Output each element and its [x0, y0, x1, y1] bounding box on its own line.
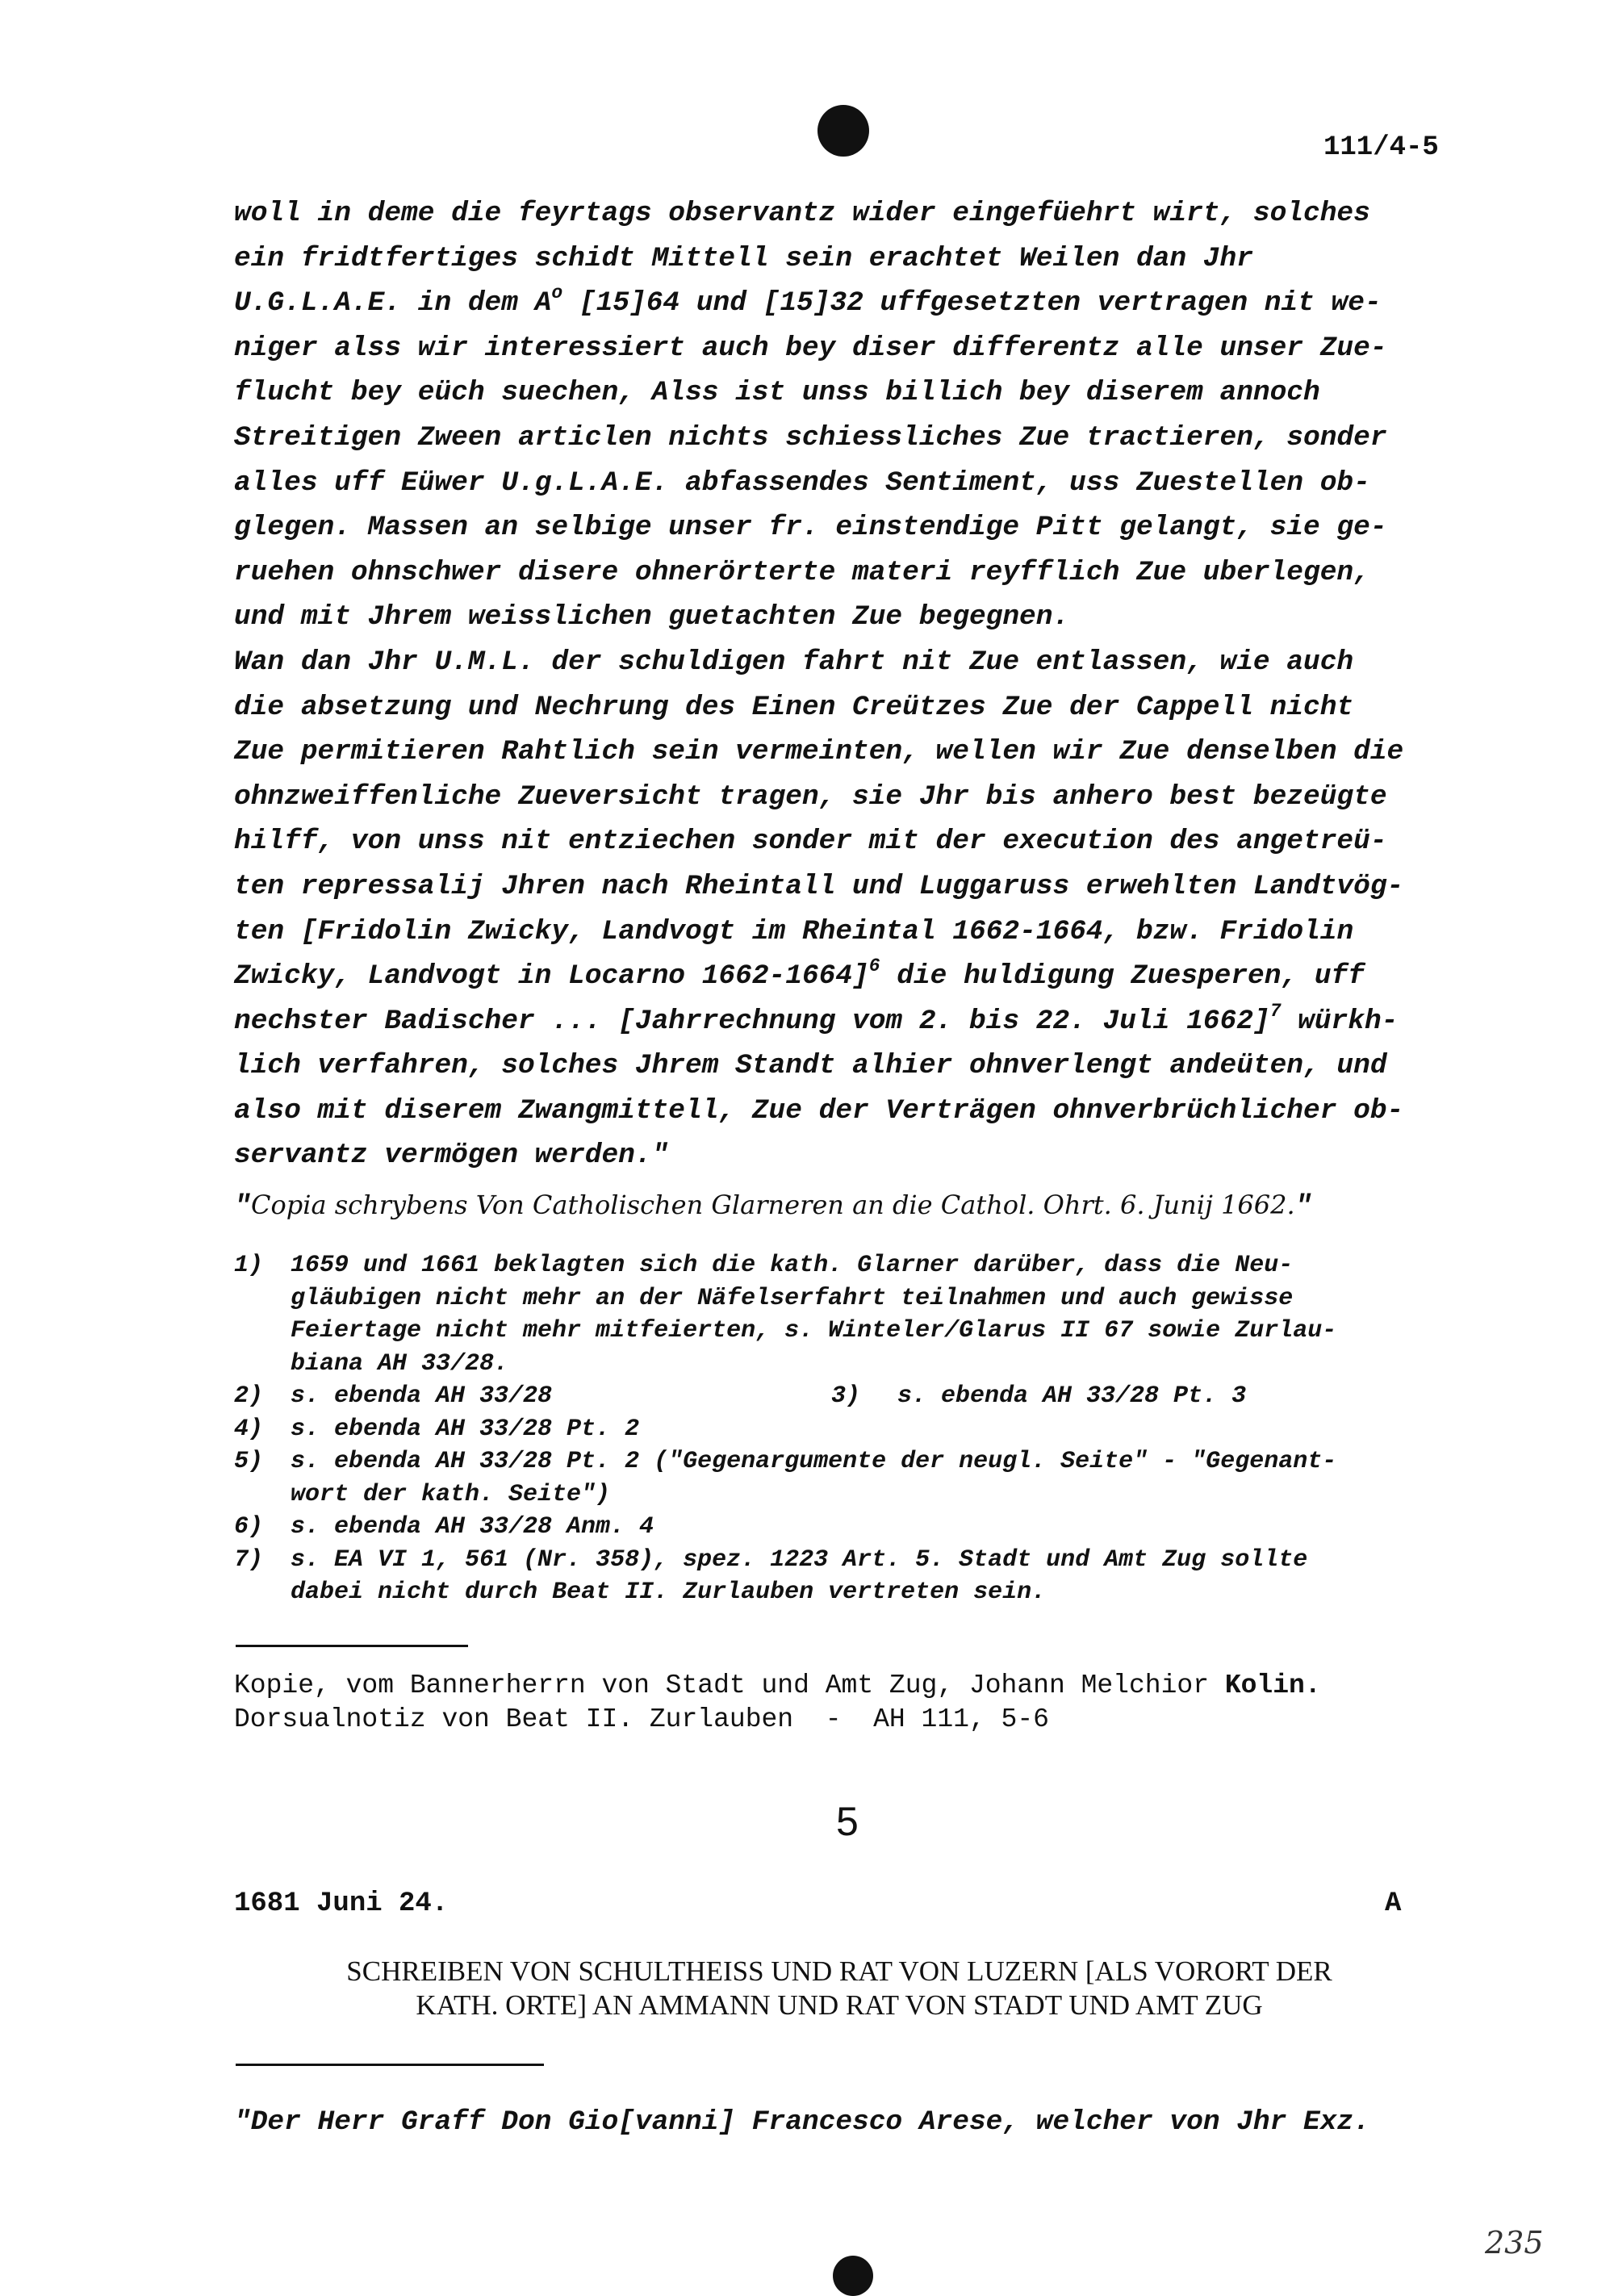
name-zwicky: Zwicky	[234, 960, 335, 993]
body-line: , Landvogt in Locarno 1662-1664]	[334, 960, 869, 993]
body-line: also mit diserem Zwangmittell, Zue der Verträgen ohnverbrüchlicher ob-	[234, 1094, 1404, 1127]
footnote-text: s. EA VI 1, 561 (Nr. 358), spez. 1223 Art. 5. Stadt und Amt Zug sollte dabei nicht durch Beat II. Zurlauben vertreten sein.	[291, 1545, 1308, 1606]
footnote-number: 7)	[234, 1545, 264, 1574]
body-line: die huldigung Zuesperen, uff	[880, 960, 1365, 993]
footnote-number: 4)	[234, 1415, 264, 1443]
body-line: woll in deme die feyrtags observantz wider eingefüehrt wirt, solches	[234, 198, 1370, 229]
quote-close: "	[1294, 1190, 1312, 1223]
footnote-text: s. ebenda AH 33/28 Pt. 3	[897, 1382, 1247, 1410]
footnote-ref-6: 6	[868, 956, 880, 977]
footnote-text: s. ebenda AH 33/28 Pt. 2 ("Gegenargumente der neugl. Seite" - "Gegenant- wort der kath. Seite")	[291, 1448, 1337, 1508]
document-title	[234, 1955, 1445, 2022]
source-note	[234, 1669, 1321, 1737]
footnote-number: 6)	[234, 1513, 264, 1541]
body-line: Streitigen Zween articlen nichts schiessliches Zue tractieren, sonder	[234, 421, 1387, 454]
copia-line	[234, 1185, 1477, 1227]
body-line: lich verfahren, solches Jhrem Standt alhier ohnverlengt andeüten, und	[234, 1050, 1387, 1082]
footnote-text: s. ebenda AH 33/28 Anm. 4	[291, 1513, 654, 1541]
document-date: 1681 Juni 24.	[234, 1888, 449, 1919]
copia-handwritten-text: Copia schrybens Von Catholischen Glarneren an die Cathol. Ohrt. 6. Junij 1662.	[251, 1190, 1295, 1220]
source-line-1: Kopie, vom Bannerherrn von Stadt und Amt Zug, Johann Melchior	[234, 1671, 1225, 1700]
body-line: alles uff Eüwer U.g.L.A.E. abfassendes Sentiment, uss Zuestellen ob-	[234, 466, 1370, 499]
source-line-2: Dorsualnotiz von Beat II. Zurlauben - AH 111, 5-6	[234, 1704, 1049, 1734]
page-reference: 111/4-5	[1323, 132, 1439, 163]
footnote-number: 2)	[234, 1382, 264, 1410]
body-line: ohnzweiffenliche Zueversicht tragen, sie Jhr bis anhero best bezeügte	[234, 780, 1387, 813]
title-line-1: SCHREIBEN VON SCHULTHEISS UND RAT VON LUZERN [ALS VORORT DER	[346, 1955, 1332, 1987]
footnotes	[234, 1249, 1493, 1609]
footnote-7	[234, 1544, 1493, 1609]
footnote-1	[234, 1249, 1493, 1380]
footnote-5	[234, 1445, 1493, 1511]
body-text	[234, 191, 1477, 1178]
footnote-number: 3)	[831, 1382, 861, 1410]
footnote-number: 5)	[234, 1448, 264, 1475]
body-line: die absetzung und Nechrung des Einen Creützes Zue der Cappell nicht	[234, 691, 1354, 723]
body-line: nechster Badischer ... [Jahrrechnung vom 2. bis 22. Juli 1662]	[234, 1005, 1270, 1037]
footnote-4	[234, 1413, 1493, 1446]
handwritten-page-number: 235	[1485, 2225, 1544, 2260]
punch-hole-top	[817, 105, 869, 157]
footnote-text: s. ebenda AH 33/28 Pt. 2	[291, 1415, 640, 1443]
body-line: hilff, von unss nit entziechen sonder mit der execution des angetreü-	[234, 826, 1387, 858]
body-line: U.G.L.A.E. in dem A	[234, 287, 552, 320]
document-number: 5	[836, 1799, 859, 1844]
document-quote: "Der Herr Graff Don Gio[vanni] Francesco Arese, welcher von Jhr Exz.	[234, 2106, 1370, 2138]
superscript-o: o	[551, 282, 563, 304]
body-line: ein fridtfertiges schidt Mittell sein erachtet Weilen dan Jhr	[234, 242, 1253, 274]
body-line: flucht bey eüch suechen, Alss ist unss billich bey diserem annoch	[234, 377, 1320, 409]
body-line: servantz vermögen werden."	[234, 1140, 669, 1172]
body-line: niger alss wir interessiert auch bey diser differentz alle unser Zue-	[234, 332, 1387, 364]
name-beat-ii: Beat II	[552, 1579, 654, 1606]
body-line: glegen. Massen an selbige unser fr. einstendige Pitt gelangt, sie ge-	[234, 512, 1387, 544]
body-line: , Landvogt im Rheintal 1662-1664, bzw. Fridolin	[568, 915, 1354, 947]
name-kolin: Kolin.	[1224, 1671, 1321, 1700]
body-line: ten [Fridolin	[234, 915, 468, 947]
footnote-text: s. ebenda AH 33/28	[291, 1382, 553, 1410]
footnote-6	[234, 1511, 1493, 1544]
body-line: ten repressalij Jhren nach Rheintall und Luggaruss erwehlten Landtvög-	[234, 870, 1404, 902]
footnote-2	[234, 1380, 831, 1413]
footnote-2-3-row	[234, 1380, 1493, 1413]
punch-hole-bottom	[833, 2256, 873, 2296]
body-line: würkh-	[1281, 1005, 1399, 1037]
separator-rule	[236, 2064, 544, 2066]
name-zwicky: Zwicky	[467, 915, 569, 947]
footnote-text: 1659 und 1661 beklagten sich die kath. Glarner darüber, dass die Neu- gläubigen nicht mehr an der Näfelserfahrt teilnahmen und auch gewisse Feiertage nicht mehr mitfeierten, s. Winteler/Glarus II 67 sowie Zurlau- biana AH 33/28.	[291, 1252, 1337, 1378]
body-line: Zue permitieren Rahtlich sein vermeinten, wellen wir Zue denselben die	[234, 736, 1404, 768]
body-line: ruehen ohnschwer disere ohnerörterte materi reyfflich Zue uberlegen,	[234, 556, 1370, 588]
document-marker: A	[1385, 1888, 1402, 1919]
body-line: Wan dan Jhr U.M.L. der schuldigen fahrt nit Zue entlassen, wie auch	[234, 646, 1354, 678]
quote-open: "	[234, 1190, 252, 1223]
footnote-number: 1)	[234, 1252, 264, 1279]
body-line: [15]64 und [15]32 uffgesetzten vertragen nit we-	[562, 287, 1382, 320]
footnote-ref-7: 7	[1269, 1000, 1282, 1022]
name-arese: Arese	[918, 2106, 1003, 2138]
title-line-2: KATH. ORTE] AN AMMANN UND RAT VON STADT UND AMT ZUG	[416, 1989, 1263, 2021]
footnote-3	[831, 1380, 1246, 1413]
body-line: und mit Jhrem weisslichen guetachten Zue begegnen.	[234, 601, 1070, 634]
separator-rule	[236, 1645, 468, 1647]
